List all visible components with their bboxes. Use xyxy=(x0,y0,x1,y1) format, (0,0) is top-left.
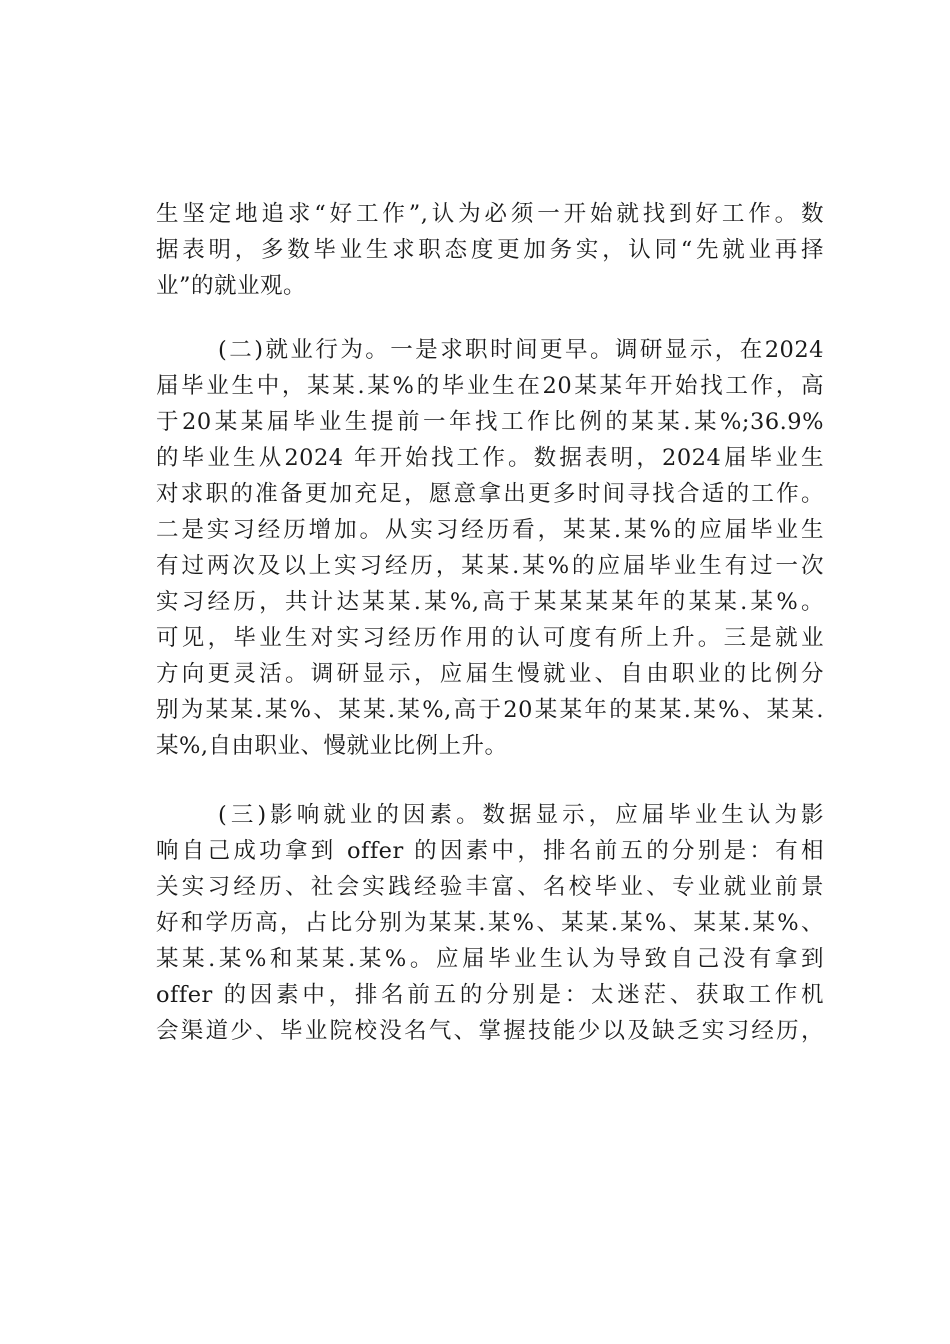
text-line: 于20某某届毕业生提前一年找工作比例的某某.某%;36.9% xyxy=(156,409,824,435)
text-line: 响自己成功拿到 offer 的因素中，排名前五的分别是：有相 xyxy=(156,838,824,864)
text-line: 二是实习经历增加。从实习经历看，某某.某%的应届毕业生 xyxy=(156,517,824,543)
paragraph-employment-factors xyxy=(156,797,824,1049)
text-line: 关实习经历、社会实践经验丰富、名校毕业、专业就业前景 xyxy=(156,874,824,900)
text-line: 可见，毕业生对实习经历作用的认可度有所上升。三是就业 xyxy=(156,625,824,651)
text-line: 某%,自由职业、慢就业比例上升。 xyxy=(156,733,508,759)
text-line: 会渠道少、毕业院校没名气、掌握技能少以及缺乏实习经历， xyxy=(156,1018,824,1044)
text-line: 某某.某%和某某.某%。应届毕业生认为导致自己没有拿到 xyxy=(156,946,824,972)
text-line: 的毕业生从2024 年开始找工作。数据表明，2024届毕业生 xyxy=(156,445,824,471)
text-line: 别为某某.某%、某某.某%,高于20某某年的某某.某%、某某. xyxy=(156,697,824,723)
text-line: offer 的因素中，排名前五的分别是：太迷茫、获取工作机 xyxy=(156,982,824,1008)
text-line: (二)就业行为。一是求职时间更早。调研显示，在2024 xyxy=(218,337,824,363)
text-line: 业”的就业观。 xyxy=(156,273,307,299)
text-line: 生坚定地追求“好工作”,认为必须一开始就找到好工作。数 xyxy=(156,201,824,227)
paragraph-employment-behavior xyxy=(156,332,824,764)
text-line: 有过两次及以上实习经历，某某.某%的应届毕业生有过一次 xyxy=(156,553,824,579)
text-line: 据表明，多数毕业生求职态度更加务实，认同“先就业再择 xyxy=(156,237,824,263)
text-line: 届毕业生中，某某.某%的毕业生在20某某年开始找工作，高 xyxy=(156,373,824,399)
text-line: 对求职的准备更加充足，愿意拿出更多时间寻找合适的工作。 xyxy=(156,481,824,507)
paragraph-employment-attitude xyxy=(156,196,824,304)
text-line: 实习经历，共计达某某.某%,高于某某某某年的某某.某%。 xyxy=(156,589,824,615)
text-line: 方向更灵活。调研显示，应届生慢就业、自由职业的比例分 xyxy=(156,661,824,687)
text-line: (三)影响就业的因素。数据显示，应届毕业生认为影 xyxy=(218,802,824,828)
text-line: 好和学历高，占比分别为某某.某%、某某.某%、某某.某%、 xyxy=(156,910,824,936)
